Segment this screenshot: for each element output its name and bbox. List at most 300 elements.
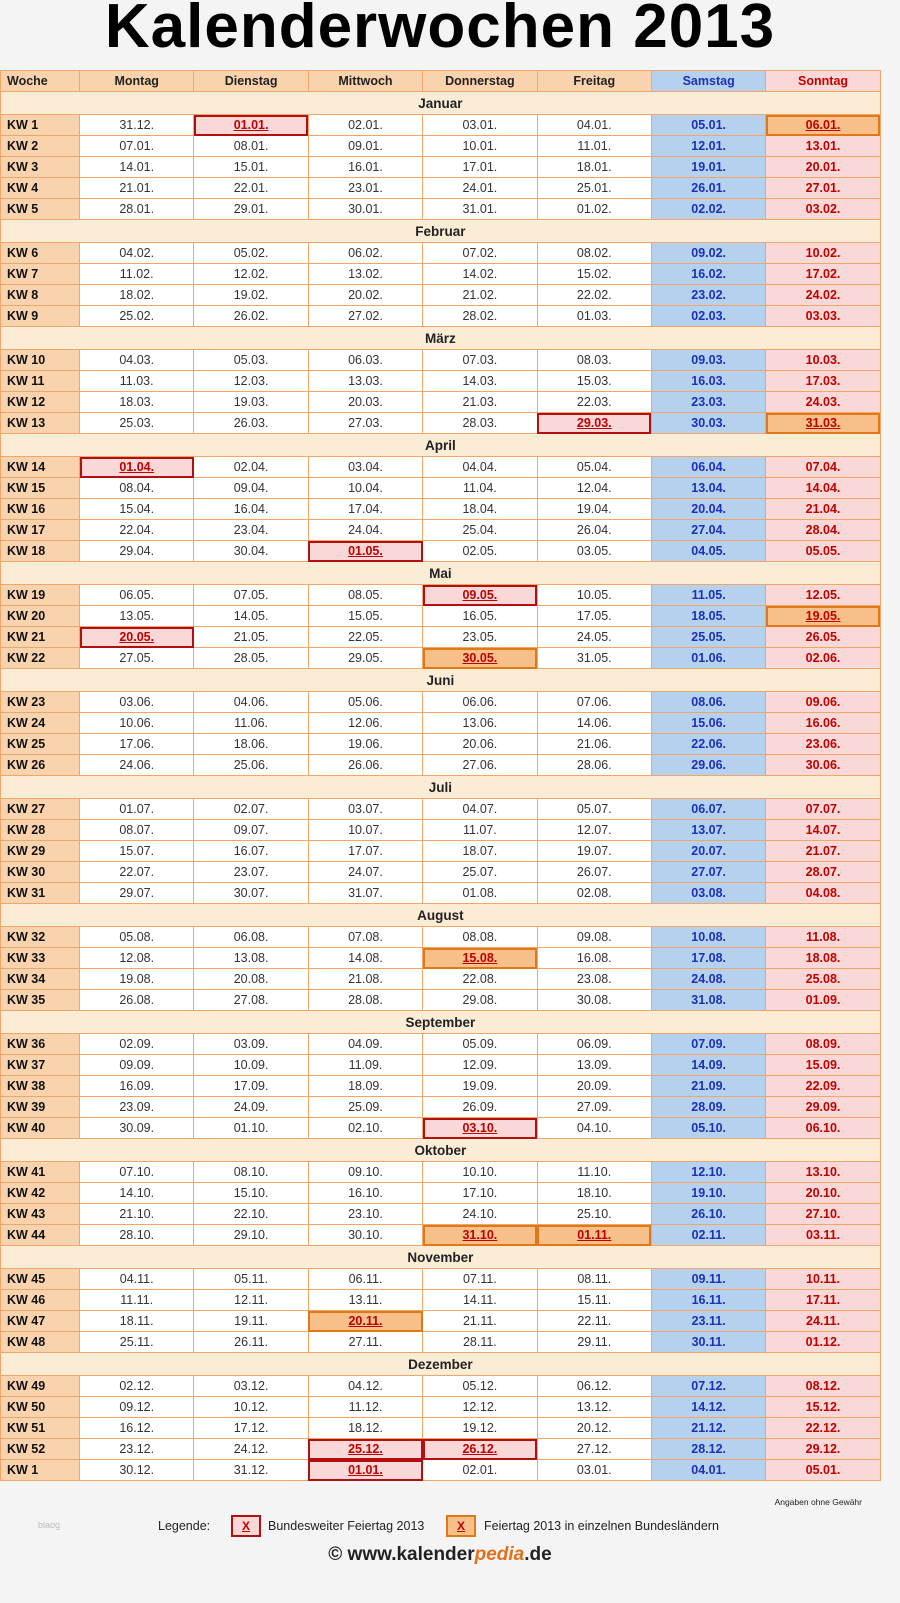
day-cell: 25.07. [423,862,537,883]
week-row [1,862,881,883]
week-number: KW 35 [1,990,80,1011]
footer-suffix: .de [524,1544,552,1565]
day-cell: 10.07. [308,820,422,841]
week-number: KW 26 [1,755,80,776]
sunday-cell: 14.04. [766,478,880,499]
sunday-cell: 20.10. [766,1183,880,1204]
day-cell: 06.11. [308,1269,422,1290]
sunday-cell: 15.12. [766,1397,880,1418]
day-cell: 19.12. [423,1418,537,1439]
day-cell: 03.04. [308,457,422,478]
day-cell: 27.09. [537,1097,651,1118]
day-cell: 16.05. [423,606,537,627]
day-cell: 15.10. [194,1183,308,1204]
week-row [1,1076,881,1097]
sunday-cell: 08.12. [766,1376,880,1397]
month-name: August [1,904,881,927]
day-cell: 25.04. [423,520,537,541]
day-cell: 24.09. [194,1097,308,1118]
day-cell: 22.11. [537,1311,651,1332]
week-row [1,648,881,669]
sunday-cell: 28.07. [766,862,880,883]
week-row [1,990,881,1011]
week-number: KW 36 [1,1034,80,1055]
week-number: KW 30 [1,862,80,883]
week-row [1,820,881,841]
month-row [1,434,881,457]
footer-link[interactable] [0,1544,880,1566]
day-cell: 19.08. [80,969,194,990]
sunday-cell: 11.08. [766,927,880,948]
month-name: März [1,327,881,350]
month-name: Februar [1,220,881,243]
sunday-cell: 21.07. [766,841,880,862]
week-row [1,264,881,285]
day-cell: 21.03. [423,392,537,413]
day-cell: 18.06. [194,734,308,755]
day-cell: 09.10. [308,1162,422,1183]
saturday-cell: 09.03. [651,350,765,371]
week-number: KW 6 [1,243,80,264]
day-cell: 17.05. [537,606,651,627]
week-number: KW 21 [1,627,80,648]
week-row [1,1183,881,1204]
day-cell: 07.02. [423,243,537,264]
saturday-cell: 16.02. [651,264,765,285]
week-number: KW 37 [1,1055,80,1076]
day-cell: 08.03. [537,350,651,371]
day-cell: 02.05. [423,541,537,562]
month-name: Dezember [1,1353,881,1376]
day-cell: 30.12. [80,1460,194,1481]
day-cell: 26.02. [194,306,308,327]
week-row [1,948,881,969]
day-cell: 25.01. [537,178,651,199]
week-number: KW 50 [1,1397,80,1418]
sunday-cell: 28.04. [766,520,880,541]
day-cell: 01.10. [194,1118,308,1139]
sunday-cell: 01.09. [766,990,880,1011]
holiday-regional-cell: 20.11. [308,1311,422,1332]
saturday-cell: 28.12. [651,1439,765,1460]
week-row [1,499,881,520]
small-logo: blaog [38,1520,61,1530]
day-cell: 18.02. [80,285,194,306]
holiday-national-cell: 03.10. [423,1118,537,1139]
saturday-cell: 30.03. [651,413,765,434]
day-cell: 29.04. [80,541,194,562]
week-number: KW 42 [1,1183,80,1204]
day-cell: 22.04. [80,520,194,541]
day-cell: 12.02. [194,264,308,285]
saturday-cell: 02.11. [651,1225,765,1246]
week-number: KW 38 [1,1076,80,1097]
day-cell: 14.11. [423,1290,537,1311]
sunday-cell: 13.01. [766,136,880,157]
saturday-cell: 17.08. [651,948,765,969]
day-cell: 02.07. [194,799,308,820]
week-row [1,585,881,606]
day-cell: 10.09. [194,1055,308,1076]
page-title: Kalenderwochen 2013 [104,0,776,61]
month-row [1,1139,881,1162]
saturday-cell: 22.06. [651,734,765,755]
sunday-cell: 24.11. [766,1311,880,1332]
day-cell: 03.06. [80,692,194,713]
saturday-cell: 09.11. [651,1269,765,1290]
saturday-cell: 19.01. [651,157,765,178]
sunday-cell: 17.03. [766,371,880,392]
day-cell: 05.11. [194,1269,308,1290]
week-row [1,883,881,904]
day-cell: 02.01. [308,115,422,136]
day-cell: 12.06. [308,713,422,734]
holiday-regional-cell: 19.05. [766,606,880,627]
sunday-cell: 02.06. [766,648,880,669]
day-cell: 07.11. [423,1269,537,1290]
legend-national-swatch: X [231,1515,261,1537]
saturday-cell: 27.04. [651,520,765,541]
day-cell: 05.07. [537,799,651,820]
week-number: KW 20 [1,606,80,627]
day-cell: 18.03. [80,392,194,413]
day-cell: 07.10. [80,1162,194,1183]
day-cell: 13.06. [423,713,537,734]
sunday-cell: 18.08. [766,948,880,969]
holiday-regional-cell: 06.01. [766,115,880,136]
day-cell: 24.04. [308,520,422,541]
day-cell: 17.07. [308,841,422,862]
sunday-cell: 10.02. [766,243,880,264]
day-cell: 09.01. [308,136,422,157]
day-cell: 25.10. [537,1204,651,1225]
day-cell: 06.03. [308,350,422,371]
day-cell: 03.05. [537,541,651,562]
day-cell: 19.07. [537,841,651,862]
saturday-cell: 23.03. [651,392,765,413]
day-cell: 15.07. [80,841,194,862]
week-row [1,115,881,136]
day-cell: 26.09. [423,1097,537,1118]
week-row [1,157,881,178]
week-number: KW 19 [1,585,80,606]
saturday-cell: 25.05. [651,627,765,648]
week-number: KW 45 [1,1269,80,1290]
month-row [1,776,881,799]
day-cell: 11.06. [194,713,308,734]
week-number: KW 27 [1,799,80,820]
day-cell: 23.04. [194,520,308,541]
day-cell: 19.03. [194,392,308,413]
day-cell: 12.07. [537,820,651,841]
saturday-cell: 31.08. [651,990,765,1011]
day-cell: 01.08. [423,883,537,904]
day-cell: 22.08. [423,969,537,990]
week-row [1,1376,881,1397]
week-row [1,392,881,413]
header-sunday: Sonntag [766,71,880,92]
day-cell: 07.05. [194,585,308,606]
day-cell: 02.01. [423,1460,537,1481]
sunday-cell: 24.03. [766,392,880,413]
sunday-cell: 08.09. [766,1034,880,1055]
day-cell: 31.01. [423,199,537,220]
saturday-cell: 13.07. [651,820,765,841]
day-cell: 21.06. [537,734,651,755]
day-cell: 16.07. [194,841,308,862]
day-cell: 08.02. [537,243,651,264]
day-cell: 26.11. [194,1332,308,1353]
day-cell: 22.03. [537,392,651,413]
day-cell: 09.09. [80,1055,194,1076]
sunday-cell: 06.10. [766,1118,880,1139]
saturday-cell: 16.11. [651,1290,765,1311]
day-cell: 03.01. [423,115,537,136]
saturday-cell: 19.10. [651,1183,765,1204]
week-row [1,457,881,478]
saturday-cell: 27.07. [651,862,765,883]
day-cell: 01.07. [80,799,194,820]
day-cell: 07.08. [308,927,422,948]
header-day: Dienstag [194,71,308,92]
week-row [1,285,881,306]
day-cell: 02.12. [80,1376,194,1397]
week-row [1,1225,881,1246]
day-cell: 28.01. [80,199,194,220]
day-cell: 04.01. [537,115,651,136]
holiday-national-cell: 01.04. [80,457,194,478]
holiday-national-cell: 25.12. [308,1439,422,1460]
week-number: KW 47 [1,1311,80,1332]
header-day: Mittwoch [308,71,422,92]
day-cell: 26.07. [537,862,651,883]
saturday-cell: 02.02. [651,199,765,220]
week-row [1,1118,881,1139]
day-cell: 08.01. [194,136,308,157]
day-cell: 29.10. [194,1225,308,1246]
legend [0,1515,880,1537]
day-cell: 09.12. [80,1397,194,1418]
day-cell: 31.07. [308,883,422,904]
month-name: April [1,434,881,457]
saturday-cell: 07.09. [651,1034,765,1055]
day-cell: 02.08. [537,883,651,904]
sunday-cell: 15.09. [766,1055,880,1076]
day-cell: 15.03. [537,371,651,392]
week-number: KW 41 [1,1162,80,1183]
day-cell: 18.07. [423,841,537,862]
week-row [1,199,881,220]
day-cell: 14.05. [194,606,308,627]
sunday-cell: 17.11. [766,1290,880,1311]
day-cell: 29.07. [80,883,194,904]
day-cell: 27.05. [80,648,194,669]
day-cell: 19.11. [194,1311,308,1332]
sunday-cell: 27.01. [766,178,880,199]
holiday-national-cell: 01.01. [194,115,308,136]
month-row [1,1246,881,1269]
day-cell: 20.03. [308,392,422,413]
day-cell: 05.09. [423,1034,537,1055]
day-cell: 12.09. [423,1055,537,1076]
sunday-cell: 09.06. [766,692,880,713]
day-cell: 23.10. [308,1204,422,1225]
day-cell: 24.12. [194,1439,308,1460]
month-name: September [1,1011,881,1034]
saturday-cell: 26.10. [651,1204,765,1225]
holiday-regional-cell: 01.11. [537,1225,651,1246]
week-number: KW 15 [1,478,80,499]
day-cell: 18.11. [80,1311,194,1332]
day-cell: 11.10. [537,1162,651,1183]
week-row [1,1204,881,1225]
sunday-cell: 25.08. [766,969,880,990]
saturday-cell: 09.02. [651,243,765,264]
week-row [1,1397,881,1418]
day-cell: 30.04. [194,541,308,562]
day-cell: 10.12. [194,1397,308,1418]
day-cell: 05.04. [537,457,651,478]
day-cell: 20.06. [423,734,537,755]
legend-national-text: Bundesweiter Feiertag 2013 [268,1519,425,1533]
week-number: KW 25 [1,734,80,755]
holiday-national-cell: 01.01. [308,1460,422,1481]
day-cell: 21.11. [423,1311,537,1332]
day-cell: 08.08. [423,927,537,948]
sunday-cell: 22.09. [766,1076,880,1097]
week-number: KW 7 [1,264,80,285]
month-row [1,1011,881,1034]
sunday-cell: 01.12. [766,1332,880,1353]
day-cell: 06.02. [308,243,422,264]
day-cell: 27.03. [308,413,422,434]
week-row [1,1269,881,1290]
week-number: KW 2 [1,136,80,157]
week-row [1,1290,881,1311]
saturday-cell: 01.06. [651,648,765,669]
day-cell: 11.03. [80,371,194,392]
saturday-cell: 12.01. [651,136,765,157]
month-row [1,1353,881,1376]
day-cell: 11.11. [80,1290,194,1311]
week-number: KW 49 [1,1376,80,1397]
sunday-cell: 04.08. [766,883,880,904]
day-cell: 15.04. [80,499,194,520]
day-cell: 13.11. [308,1290,422,1311]
calendar-table [0,70,881,1481]
day-cell: 05.12. [423,1376,537,1397]
month-row [1,327,881,350]
week-row [1,713,881,734]
week-row [1,178,881,199]
month-name: Januar [1,92,881,115]
day-cell: 13.09. [537,1055,651,1076]
day-cell: 30.07. [194,883,308,904]
week-number: KW 18 [1,541,80,562]
day-cell: 17.12. [194,1418,308,1439]
day-cell: 28.06. [537,755,651,776]
week-row [1,1418,881,1439]
day-cell: 10.05. [537,585,651,606]
sunday-cell: 05.01. [766,1460,880,1481]
footer-accent: pedia [474,1544,525,1565]
day-cell: 26.03. [194,413,308,434]
day-cell: 04.07. [423,799,537,820]
sunday-cell: 07.04. [766,457,880,478]
week-row [1,1439,881,1460]
saturday-cell: 20.04. [651,499,765,520]
day-cell: 27.08. [194,990,308,1011]
month-name: Mai [1,562,881,585]
saturday-cell: 12.10. [651,1162,765,1183]
day-cell: 14.03. [423,371,537,392]
day-cell: 27.11. [308,1332,422,1353]
day-cell: 14.10. [80,1183,194,1204]
day-cell: 23.08. [537,969,651,990]
month-name: Oktober [1,1139,881,1162]
saturday-cell: 20.07. [651,841,765,862]
day-cell: 22.10. [194,1204,308,1225]
day-cell: 22.05. [308,627,422,648]
day-cell: 17.01. [423,157,537,178]
day-cell: 13.03. [308,371,422,392]
week-row [1,627,881,648]
day-cell: 31.05. [537,648,651,669]
day-cell: 28.11. [423,1332,537,1353]
month-row [1,669,881,692]
week-row [1,520,881,541]
day-cell: 13.05. [80,606,194,627]
day-cell: 12.11. [194,1290,308,1311]
day-cell: 03.01. [537,1460,651,1481]
day-cell: 04.09. [308,1034,422,1055]
day-cell: 16.10. [308,1183,422,1204]
day-cell: 26.04. [537,520,651,541]
day-cell: 04.12. [308,1376,422,1397]
day-cell: 18.04. [423,499,537,520]
saturday-cell: 05.01. [651,115,765,136]
holiday-regional-cell: 30.05. [423,648,537,669]
day-cell: 05.02. [194,243,308,264]
holiday-national-cell: 20.05. [80,627,194,648]
week-number: KW 3 [1,157,80,178]
day-cell: 08.04. [80,478,194,499]
saturday-cell: 06.04. [651,457,765,478]
day-cell: 20.12. [537,1418,651,1439]
day-cell: 03.09. [194,1034,308,1055]
day-cell: 19.04. [537,499,651,520]
week-number: KW 48 [1,1332,80,1353]
day-cell: 17.06. [80,734,194,755]
week-number: KW 12 [1,392,80,413]
holiday-national-cell: 01.05. [308,541,422,562]
week-row [1,755,881,776]
sunday-cell: 05.05. [766,541,880,562]
saturday-cell: 23.11. [651,1311,765,1332]
holiday-national-cell: 29.03. [537,413,651,434]
day-cell: 24.06. [80,755,194,776]
day-cell: 28.03. [423,413,537,434]
week-number: KW 40 [1,1118,80,1139]
week-number: KW 43 [1,1204,80,1225]
saturday-cell: 03.08. [651,883,765,904]
week-row [1,243,881,264]
day-cell: 19.02. [194,285,308,306]
day-cell: 17.04. [308,499,422,520]
sunday-cell: 30.06. [766,755,880,776]
week-row [1,478,881,499]
sunday-cell: 22.12. [766,1418,880,1439]
